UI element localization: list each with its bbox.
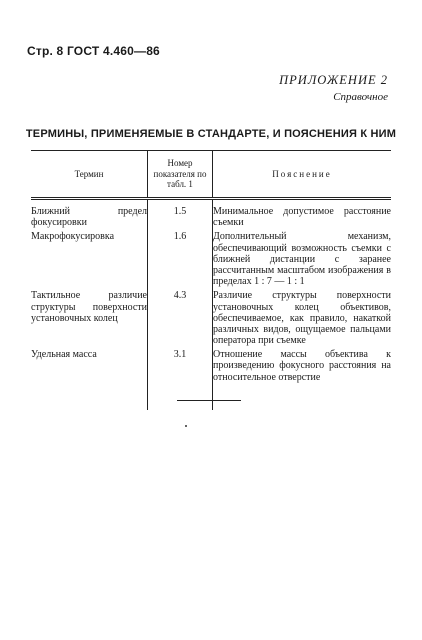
table-header bbox=[31, 151, 391, 199]
number-cell: 1.5 bbox=[148, 199, 213, 232]
table-row bbox=[31, 231, 391, 290]
explanation-cell: Минимальное допустимое расстояние съемки bbox=[213, 206, 391, 229]
table-row bbox=[31, 199, 391, 232]
number-cell: 1.6 bbox=[148, 231, 213, 290]
column-header-number: Номер показателя по табл. 1 bbox=[148, 151, 213, 199]
appendix-subtitle: Справочное bbox=[333, 91, 388, 103]
table-row bbox=[31, 290, 391, 349]
appendix-title: ПРИЛОЖЕНИЕ 2 bbox=[279, 73, 388, 87]
column-header-explanation: Пояснение bbox=[213, 151, 392, 199]
document-title: ТЕРМИНЫ, ПРИМЕНЯЕМЫЕ В СТАНДАРТЕ, И ПОЯСНЕНИЯ К НИМ bbox=[25, 128, 397, 140]
explanation-cell: Различие структуры поверхности установочных колец объективов, обеспечиваемое, как правило, накаткой различных видов, ощущаемое пальцами оператора при съемке bbox=[213, 290, 391, 347]
explanation-cell: Отношение массы объектива к произведению фокусного расстояния на относительное отверстие bbox=[213, 349, 391, 383]
number-cell: 3.1 bbox=[148, 349, 213, 410]
explanation-cell: Дополнительный механизм, обеспечивающий возможность съемки с ближней дистанции с заранее рассчитанным масштабом изображения в пределах 1 : 7 — 1 : 1 bbox=[213, 231, 391, 288]
number-cell: 4.3 bbox=[148, 290, 213, 349]
appendix-heading bbox=[279, 73, 388, 103]
term-cell: Тактильное различие структуры поверхности установочных колец bbox=[31, 290, 147, 324]
term-cell: Макрофокусировка bbox=[31, 231, 115, 243]
table-row bbox=[31, 349, 391, 410]
stray-dot bbox=[185, 425, 187, 427]
term-cell: Удельная масса bbox=[31, 349, 97, 361]
term-cell: Ближний предел фокусировки bbox=[31, 206, 147, 229]
terms-table bbox=[31, 150, 391, 410]
column-header-term: Термин bbox=[31, 151, 148, 199]
end-divider bbox=[177, 400, 241, 401]
page-header: Стр. 8 ГОСТ 4.460—86 bbox=[27, 44, 160, 58]
